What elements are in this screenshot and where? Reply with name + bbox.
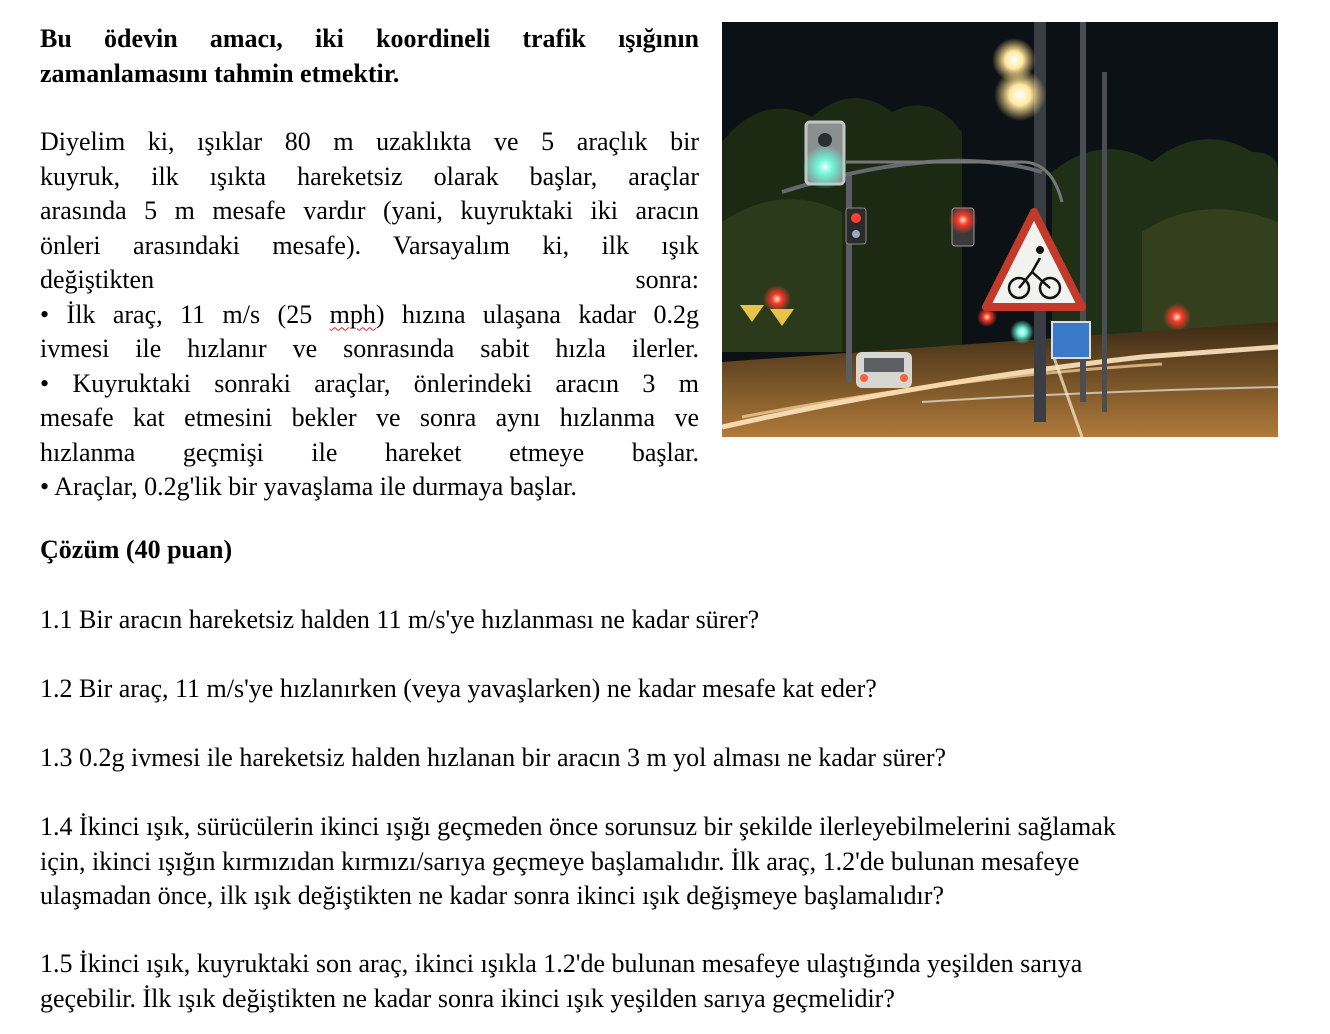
title-line-1: Bu ödevin amacı, iki koordineli trafik ışığının — [40, 24, 699, 53]
bullet-line-4: mesafe kat etmesini bekler ve sonra aynı hızlanma ve — [40, 403, 699, 432]
body-line-5 — [40, 263, 699, 298]
bullet-1 — [40, 298, 699, 333]
intro-text — [40, 22, 699, 505]
question-1-2: 1.2 Bir araç, 11 m/s'ye hızlanırken (veya yavaşlarken) ne kadar mesafe kat eder? — [40, 674, 877, 703]
question-1-4-line-1: 1.4 İkinci ışık, sürücülerin ikinci ışığı geçmeden önce sorunsuz bir şekilde ilerleyebilmelerini sağlamak — [40, 812, 1116, 841]
question-1-4 — [40, 810, 1280, 914]
body-line-2: kuyruk, ilk ışıkta hareketsiz olarak başlar, araçlar — [40, 161, 699, 191]
question-1-5-line-1: 1.5 İkinci ışık, kuyruktaki son araç, ikinci ışıkla 1.2'de bulunan mesafeye ulaştığında yeşilden sarıya — [40, 949, 1083, 978]
question-1-4-line-2: için, ikinci ışığın kırmızıdan kırmızı/sarıya geçmeye başlamalıdır. İlk araç, 1.2'de bulunan mesafeye — [40, 846, 1080, 876]
body-line-1: Diyelim ki, ışıklar 80 m uzaklıkta ve 5 araçlık bir — [40, 127, 699, 156]
bullet-line-3: • Kuyruktaki sonraki araçlar, önlerindeki aracın 3 m — [40, 368, 699, 398]
traffic-light-photo — [722, 22, 1278, 437]
question-1-3: 1.3 0.2g ivmesi ile hareketsiz halden hızlanan bir aracın 3 m yol alması ne kadar sürer? — [40, 743, 947, 772]
bullet-3: • Araçlar, 0.2g'lik bir yavaşlama ile durmaya başlar. — [40, 472, 577, 501]
body-line-3: arasında 5 m mesafe vardır (yani, kuyruktaki iki aracın — [40, 196, 699, 225]
bullet-line-2: ivmesi ile hızlanır ve sonrasında sabit hızla ilerler. — [40, 334, 699, 363]
question-1-1: 1.1 Bir aracın hareketsiz halden 11 m/s'ye hızlanması ne kadar sürer? — [40, 605, 760, 634]
line5-word-a: değiştikten — [40, 265, 155, 294]
question-1-5 — [40, 947, 1280, 1016]
bullet-line-5: hızlanma geçmişi ile hareket etmeye başlar. — [40, 437, 699, 467]
bullet-1-post: ) hızına ulaşana kadar 0.2g — [375, 299, 699, 329]
line5-word-b: sonra: — [635, 265, 699, 294]
body-line-4: önleri arasındaki mesafe). Varsayalım ki, ilk ışık — [40, 230, 699, 260]
spellcheck-mph: mph — [329, 299, 376, 329]
traffic-light-illustration — [722, 22, 1278, 437]
bullet-1-pre: • İlk araç, 11 m/s (25 — [40, 299, 330, 329]
title-line-2: zamanlamasını tahmin etmektir. — [40, 58, 400, 88]
question-1-4-line-3: ulaşmadan önce, ilk ışık değiştikten ne kadar sonra ikinci ışık değişmeye başlamalıdır? — [40, 881, 944, 910]
solution-heading: Çözüm (40 puan) — [40, 535, 233, 564]
question-1-5-line-2: geçebilir. İlk ışık değiştikten ne kadar sonra ikinci ışık yeşilden sarıya geçmelidir? — [40, 983, 895, 1013]
